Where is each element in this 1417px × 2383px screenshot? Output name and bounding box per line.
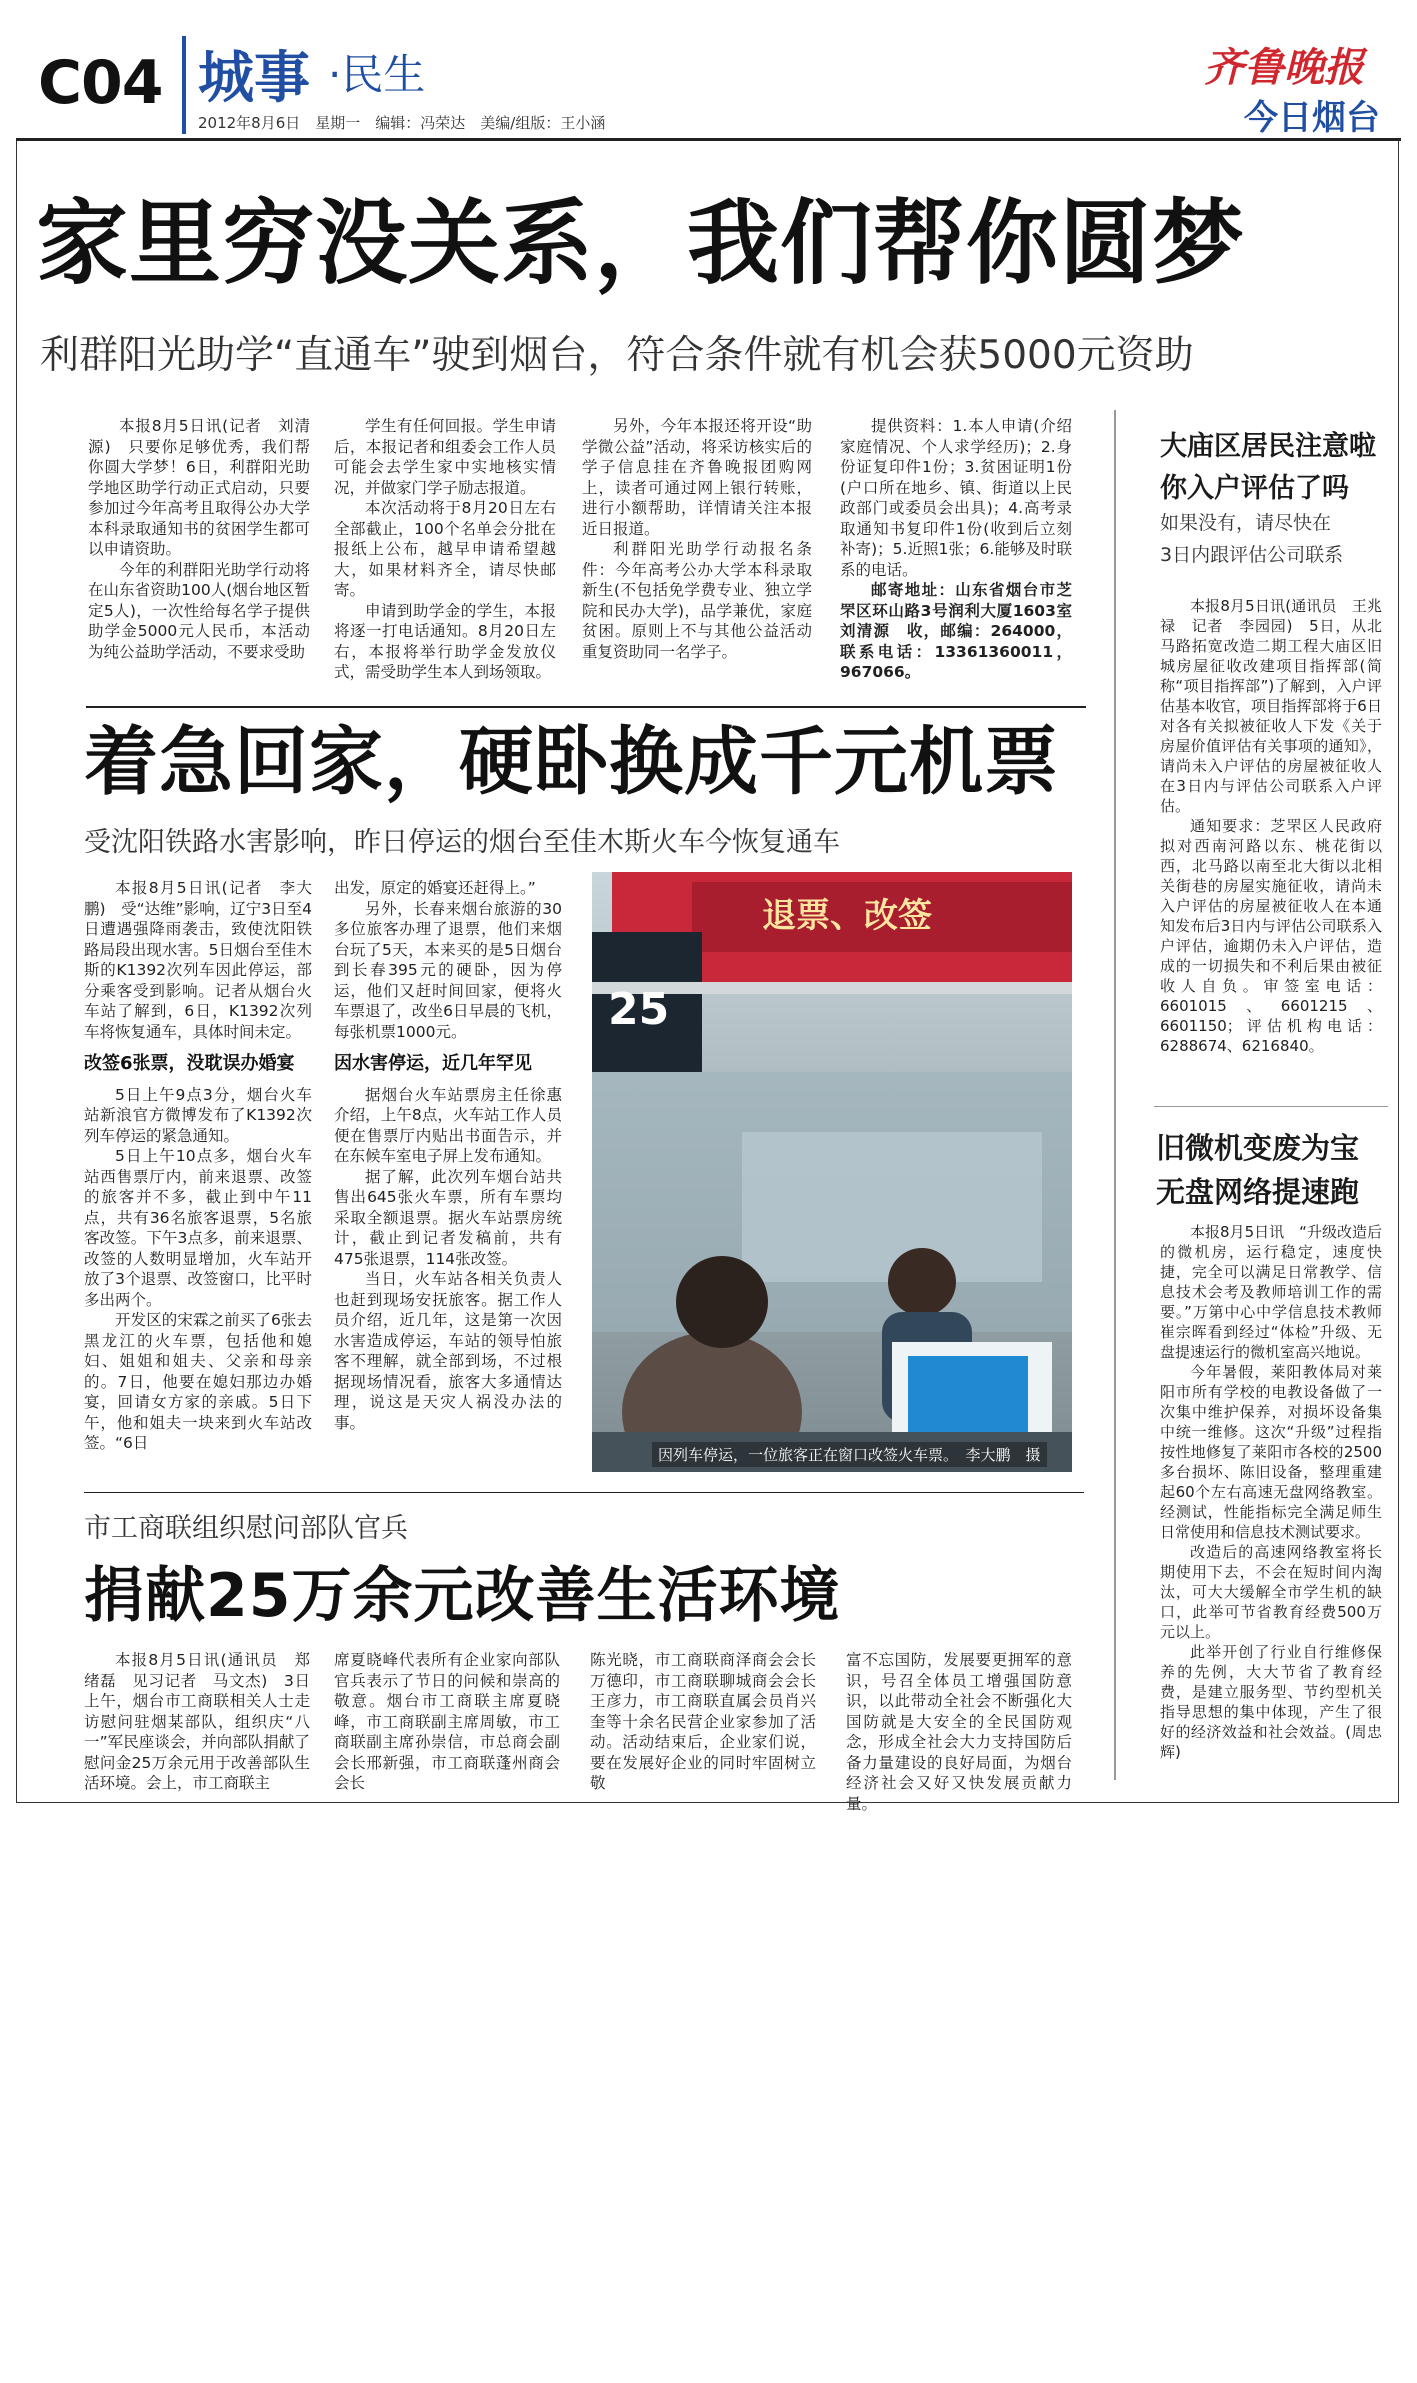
sidebar-rule bbox=[1154, 1106, 1388, 1107]
story1-col4: 提供资料：1.本人申请(介绍家庭情况、个人求学经历)；2.身份证复印件1份；3.贫困证明1份(户口所在地乡、镇、街道以上民政部门或委员会出具)；4.高考录取通知书复印件1份(收到后立刻补寄)；5.近照1张；6.能够及时联系的电话。 邮寄地址：山东省烟台市芝罘区环山路3号润利大厦1603室 刘清源 收，邮编：264000，联系电话：13361360011，967066。 bbox=[840, 417, 1088, 681]
story2-col2: 出发，原定的婚宴还赶得上。” 另外，长春来烟台旅游的30多位旅客办理了退票，他们来烟台玩了5天，本来买的是5日烟台到长春395元的硬卧，因为停运，他们又赶时间回家，便将火车票退了，改坐6日早晨的飞机，每张机票1000元。 因水害停运，近几年罕见 据烟台火车站票房主任徐惠介绍，上午8点，火车站工作人员便在售票厅内贴出书面告示，并在东候车室电子屏上发布通知。 据了解，此次列车烟台站共售出645张火车票，所有车票均采取全额退票。据火车站票房统计，截止到记者发稿前，共有475张退票，114张改签。 当日，火车站各相关负责人也赶到现场安抚旅客。据工作人员介绍，近几年，这是第一次因水害造成停运，车站的领导怕旅客不理解，就全部到场，不过根据现场情况看，旅客大多通情达理，说这是天灾人祸没办法的事。 bbox=[334, 879, 562, 1432]
story3-headline: 捐献25万余元改善生活环境 bbox=[84, 1561, 841, 1631]
subsection-title: ·民生 bbox=[328, 50, 426, 99]
story3-col1: 本报8月5日讯(通讯员 郑绪磊 见习记者 马文杰) 3日上午，烟台市工商联相关人士走访慰问驻烟某部队，组织庆“八一”军民座谈会，并向部队捐献了慰问金25万余元用于改善部队生活环境。会上，市工商联主 bbox=[84, 1651, 310, 1792]
photo-screen-text: 退票、改签 bbox=[762, 896, 932, 936]
paper-logo: 齐鲁晚报 bbox=[1204, 44, 1364, 91]
story2-subhead-1: 改签6张票，没耽误办婚宴 bbox=[84, 1053, 295, 1074]
sidebar1-deck-1: 如果没有，请尽快在 bbox=[1160, 512, 1332, 534]
story3-col3: 陈光晓，市工商联商泽商会会长万德印，市工商联聊城商会会长王彦力，市工商联直属会员肖兴奎等十余名民营企业家参加了活动。活动结束后，企业家们说，要在发展好企业的同时牢固树立敬 bbox=[590, 1651, 816, 1792]
story1-headline: 家里穷没关系，我们帮你圆梦 bbox=[36, 190, 1246, 297]
sidebar1-body: 本报8月5日讯(通讯员 王兆禄 记者 李园园) 5日，从北马路拓宽改造二期工程大庙区旧城房屋征收改建项目指挥部(简称“项目指挥部”)了解到，入户评估基本收官，项目指挥部将于6日对各有关拟被征收人下发《关于房屋价值评估有关事项的通知》，请尚未入户评估的房屋被征收人在3日内与评估公司联系入户评估。 通知要求：芝罘区人民政府拟对西南河路以东、桃花街以西，北马路以南至北大街以北相关街巷的房屋实施征收，请尚未入户评估的房屋被征收人在本通知发布后3日内与评估公司联系入户评估，逾期仍未入户评估，造成的一切损失和不利后果由被征收人自负。审签室电话：6601015、6601215、6601150；评估机构电话：6288674、6216840。 bbox=[1160, 597, 1382, 1055]
sidebar2-body: 本报8月5日讯 “升级改造后的微机房，运行稳定，速度快捷，完全可以满足日常教学、信息技术会考及教师培训工作的需要。”万第中心中学信息技术教师崔宗晖看到经过“体检”升级、无盘提速运行的微机室高兴地说。 今年暑假，莱阳教体局对莱阳市所有学校的电教设备做了一次集中维护保养，对损坏设备集中统一维修。这次“升级”过程指按性地修复了莱阳市各校的2500多台损坏、陈旧设备，整理重建起60个左右高速无盘网络教室。经测试，性能指标完全满足师生日常使用和信息技术测试要求。 改造后的高速网络教室将长期使用下去，不会在短时间内淘汰，可大大缓解全市学生机的缺口，此举可节省教育经费500万元以上。 此举开创了行业自行维修保养的先例，大大节省了教育经费，是建立服务型、节约型机关指导思想的集中体现，产生了很好的经济效益和社会效益。(周忠辉) bbox=[1160, 1223, 1382, 1761]
sidebar1-deck-2: 3日内跟评估公司联系 bbox=[1160, 544, 1344, 566]
story3-kicker: 市工商联组织慰问部队官兵 bbox=[84, 1513, 408, 1544]
page-header bbox=[0, 0, 1417, 140]
photo-illustration bbox=[592, 872, 1072, 1472]
story1-col3: 另外，今年本报还将开设“助学微公益”活动，将采访核实后的学子信息挂在齐鲁晚报团购网上，读者可通过网上银行转账，进行小额帮助，详情请关注本报近日报道。 利群阳光助学行动报名条件：今年高考公办大学本科录取新生(不包括免学费专业、独立学院和民办大学)，品学兼优，家庭贫困。原则上不与其他公益活动重复资助同一名学子。 bbox=[582, 417, 812, 661]
sidebar2-headline-1: 旧微机变废为宝 bbox=[1156, 1131, 1360, 1165]
sidebar-divider bbox=[1114, 410, 1116, 1780]
photo-window-number: 25 bbox=[608, 984, 670, 1035]
story2-subhead-2: 因水害停运，近几年罕见 bbox=[334, 1053, 532, 1074]
story2-photo bbox=[592, 872, 1072, 1472]
story3-col4: 富不忘国防，发展要更拥军的意识，号召全体员工增强国防意识，以此带动全社会不断强化大国防就是大安全的全民国防观念，形成全社会大力支持国防后备力量建设的良好局面，为烟台经济社会又好又快发展贡献力量。 bbox=[846, 1651, 1072, 1813]
story1-bottom-rule bbox=[86, 706, 1086, 708]
story2-bottom-rule bbox=[84, 1492, 1084, 1493]
header-divider bbox=[182, 36, 186, 134]
story2-deck: 受沈阳铁路水害影响，昨日停运的烟台至佳木斯火车今恢复通车 bbox=[84, 827, 840, 858]
story1-deck: 利群阳光助学“直通车”驶到烟台，符合条件就有机会获5000元资助 bbox=[40, 333, 1194, 378]
story1-col2: 学生有任何回报。学生申请后，本报记者和组委会工作人员可能会去学生家中实地核实情况，并做家门学子励志报道。 本次活动将于8月20日左右全部截止，100个名单会分批在报纸上公布，越早申请希望越大，如果材料齐全，请尽快邮寄。 申请到助学金的学生，本报将逐一打电话通知。8月20日左右，本报将举行助学金发放仪式，需受助学生本人到场领取。 bbox=[334, 417, 556, 681]
edition-name: 今日烟台 bbox=[1244, 98, 1380, 138]
page-number: C04 bbox=[38, 48, 163, 118]
issue-info: 2012年8月6日 星期一 编辑：冯荣达 美编/组版：王小涵 bbox=[198, 114, 606, 132]
story3-col2: 席夏晓峰代表所有企业家向部队官兵表示了节日的问候和崇高的敬意。烟台市工商联主席夏晓峰，市工商联副主席周敏，市工商联副主席孙崇信，市总商会副会长邢新强，市工商联蓬州商会会长 bbox=[334, 1651, 560, 1792]
sidebar2-headline-2: 无盘网络提速跑 bbox=[1156, 1175, 1360, 1209]
sidebar1-headline-1: 大庙区居民注意啦 bbox=[1160, 431, 1376, 462]
sidebar1-headline-2: 你入户评估了吗 bbox=[1160, 473, 1349, 504]
story1-col1: 本报8月5日讯(记者 刘清源) 只要你足够优秀，我们帮你圆大学梦！6日，利群阳光助学地区助学行动正式启动，只要参加过今年高考且取得公办大学本科录取通知书的贫困学生都可以申请资助。 今年的利群阳光助学行动将在山东省资助100人(烟台地区暂定5人)，一次性给每名学子提供助学金5000元人民币，本活动为纯公益助学活动，不要求受助 bbox=[88, 417, 310, 661]
story2-col1: 本报8月5日讯(记者 李大鹏) 受“达维”影响，辽宁3日至4日遭遇强降雨袭击，致使沈阳铁路局段出现水害。5日烟台至佳木斯的K1392次列车因此停运，部分乘客受到影响。记者从烟台火车站了解到，6日，K1392次列车将恢复通车，具体时间未定。 改签6张票，没耽误办婚宴 5日上午9点3分，烟台火车站新浪官方微博发布了K1392次列车停运的紧急通知。 5日上午10点多，烟台火车站西售票厅内，前来退票、改签的旅客并不多，截止到中午11点，共有36名旅客退票，5名旅客改签。下午3点多，前来退票、改签的人数明显增加，火车站开放了3个退票、改签窗口，比平时多出两个。 开发区的宋霖之前买了6张去黑龙江的火车票，包括他和媳妇、姐姐和姐夫、父亲和母亲的。7日，他要在媳妇那边办婚宴，回请女方家的亲戚。5日下午，他和姐夫一块来到火车站改签。“6日 bbox=[84, 879, 312, 1452]
section-title: 城事 bbox=[198, 46, 310, 111]
story2-headline: 着急回家，硬卧换成千元机票 bbox=[84, 719, 1059, 805]
photo-caption: 因列车停运，一位旅客正在窗口改签火车票。 李大鹏 摄 bbox=[652, 1442, 1047, 1467]
